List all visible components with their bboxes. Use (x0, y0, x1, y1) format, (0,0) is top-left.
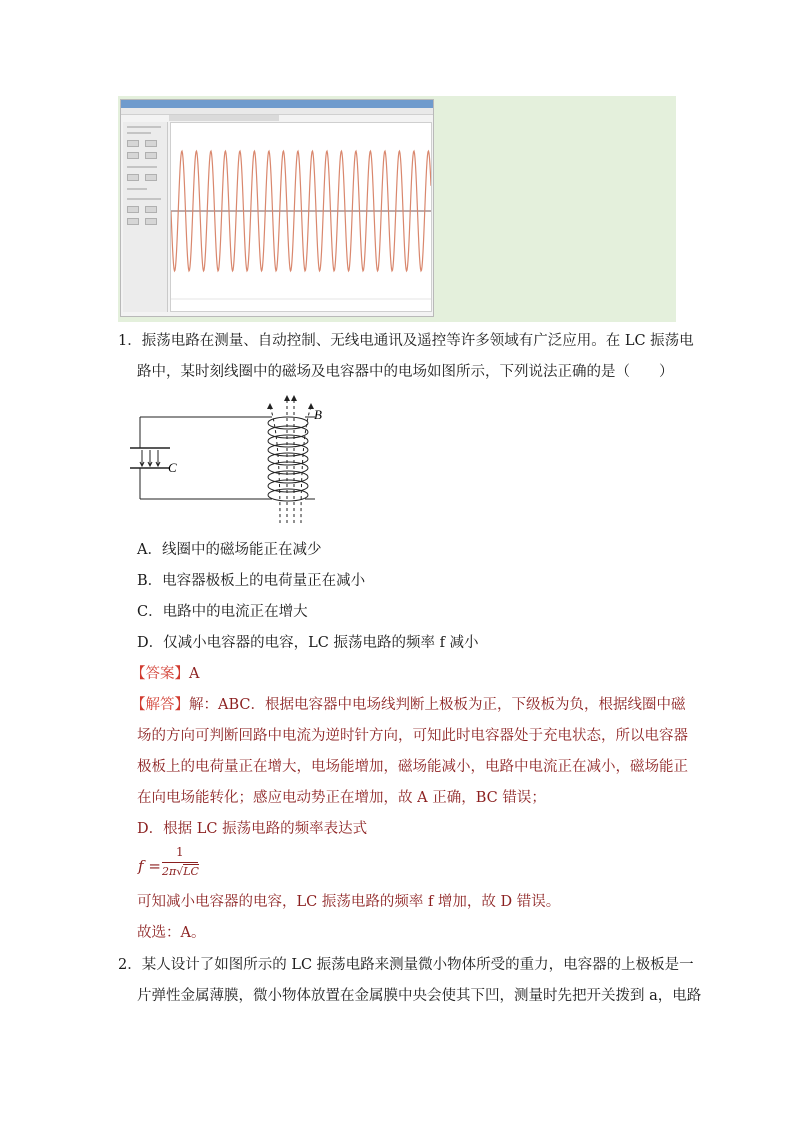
window-titlebar (121, 100, 433, 108)
lc-circuit-figure (130, 393, 350, 525)
q1-stem-line2: 路中，某时刻线圈中的磁场及电容器中的电场如图所示，下列说法正确的是（ ） (137, 364, 674, 380)
window-toolbar (169, 115, 279, 121)
coil-loop (268, 489, 308, 501)
q1-option-a: A．线圈中的磁场能正在减少 (137, 542, 322, 558)
capacitor-label: C (168, 460, 177, 475)
q1-analysis-line4: 在向电场能转化；感应电动势正在增加，故 A 正确，BC 错误； (137, 790, 546, 806)
answer-tag: 【答案】 (131, 666, 189, 682)
formula-denominator: 2π√LC (162, 865, 199, 878)
sine-waveform (171, 123, 431, 311)
q1-option-b: B．电容器极板上的电荷量正在减小 (137, 573, 366, 589)
q1-analysis-line1: 【解答】解：ABC．根据电容器中电场线判断上极板为正，下级板为负，根据线圈中磁 (131, 697, 686, 713)
answer-value: A (189, 666, 200, 682)
q1-stem-line1: 1．振荡电路在测量、自动控制、无线电通讯及遥控等许多领域有广泛应用。在 LC 振荡电 (118, 333, 694, 349)
q1-conclusion-line1: 可知减小电容器的电容，LC 振荡电路的频率 f 增加，故 D 错误。 (137, 894, 561, 910)
waveform-plot (170, 122, 432, 312)
q1-answer (131, 664, 199, 684)
q2-stem-line1: 2．某人设计了如图所示的 LC 振荡电路来测量微小物体所受的重力，电容器的上极板是一 (118, 957, 694, 973)
q2-stem-line2: 片弹性金属薄膜，微小物体放置在金属膜中央会使其下凹，测量时先把开关拨到 a，电路 (137, 988, 702, 1004)
q1-analysis-line3: 极板上的电荷量正在增大，电场能增加，磁场能减小，电路中电流正在减小，磁场能正 (137, 759, 688, 775)
control-panel (123, 122, 168, 312)
oscilloscope-screenshot (120, 99, 434, 317)
q1-option-c: C．电路中的电流正在增大 (137, 604, 308, 620)
q1-conclusion-line2: 故选：A。 (137, 925, 206, 941)
fraction-bar (162, 862, 198, 863)
q1-analysis-line2: 场的方向可判断回路中电流为逆时针方向，可知此时电容器处于充电状态，所以电容器 (137, 728, 688, 744)
magnetic-field-label: B (314, 407, 322, 422)
analysis-tag: 【解答】 (131, 697, 189, 713)
formula-lhs: f = (138, 857, 161, 875)
window-menubar (121, 108, 433, 115)
formula-numerator: 1 (176, 845, 184, 859)
q1-analysis-line5: D．根据 LC 振荡电路的频率表达式 (137, 821, 368, 837)
q1-option-d: D．仅减小电容器的电容，LC 振荡电路的频率 f 减小 (137, 635, 479, 651)
